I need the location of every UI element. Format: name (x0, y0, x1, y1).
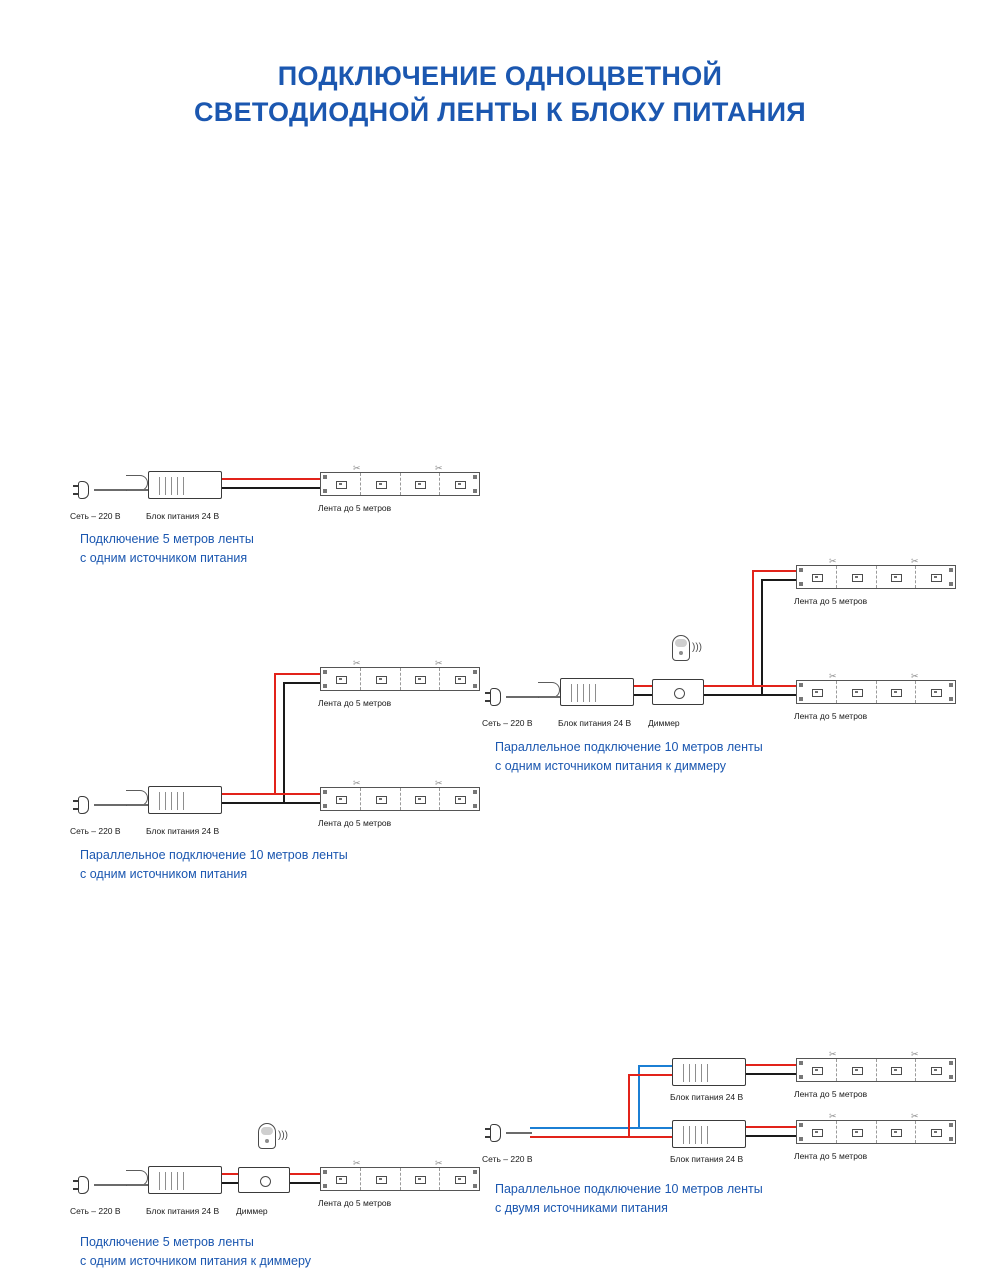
mains-wire (506, 696, 540, 698)
signal-waves-icon: ))) (692, 642, 702, 653)
caption-line2: с двумя источниками питания (495, 1200, 668, 1215)
label-mains: Сеть – 220 В (70, 511, 121, 521)
power-supply-unit (148, 1166, 222, 1194)
led-strip: ✂ ✂ (320, 1167, 480, 1191)
power-supply-unit (672, 1058, 746, 1086)
led-strip: ✂ ✂ (796, 1058, 956, 1082)
signal-waves-icon: ))) (278, 1130, 288, 1141)
caption-line2: с одним источником питания (80, 866, 248, 881)
wire-positive-main (222, 793, 274, 795)
label-led-strip: Лента до 5 метров (794, 1089, 868, 1099)
label-power-supply: Блок питания 24 В (558, 718, 632, 728)
label-power-supply: Блок питания 24 В (670, 1092, 744, 1102)
wire-negative-riser (283, 682, 285, 803)
caption-line1: Параллельное подключение 10 метров ленты (80, 848, 348, 862)
label-power-supply: Блок питания 24 В (146, 826, 220, 836)
wire-negative-lower (283, 802, 324, 804)
diagram-1-caption (80, 530, 254, 568)
power-supply-unit (672, 1120, 746, 1148)
label-led-strip: Лента до 5 метров (794, 596, 868, 606)
mains-plug-icon (490, 1124, 506, 1142)
mains-branch-blue-upper (638, 1065, 676, 1067)
wire-negative (634, 694, 654, 696)
label-mains: Сеть – 220 В (482, 718, 533, 728)
mains-plug-icon (78, 1176, 94, 1194)
mains-branch-red-lower (628, 1136, 676, 1138)
wire-negative-lower (761, 694, 800, 696)
diagram-2-caption (80, 846, 348, 884)
caption-line1: Подключение 5 метров ленты (80, 532, 254, 546)
led-strip: ✂ ✂ (796, 1120, 956, 1144)
caption-line1: Подключение 5 метров ленты (80, 1235, 254, 1249)
label-mains: Сеть – 220 В (70, 826, 121, 836)
page-title-line2: СВЕТОДИОДНОЙ ЛЕНТЫ К БЛОКУ ПИТАНИЯ (193, 97, 806, 128)
wire-negative-lower (746, 1135, 802, 1137)
label-led-strip: Лента до 5 метров (794, 711, 868, 721)
wire-positive-upper (746, 1064, 802, 1066)
led-strip: ✂ ✂ (320, 472, 480, 496)
wire-positive-lower (274, 793, 324, 795)
mains-riser-red (628, 1074, 630, 1138)
caption-line2: с одним источником питания к диммеру (495, 758, 726, 773)
mains-wire-return (127, 1184, 148, 1186)
page-title (0, 58, 1000, 131)
diagram-3-caption (80, 1233, 311, 1271)
power-supply-unit (148, 786, 222, 814)
diagram-4-caption (495, 738, 763, 776)
mains-wire (94, 804, 128, 806)
mains-wire-blue (530, 1127, 640, 1129)
page-title-line1: ПОДКЛЮЧЕНИЕ ОДНОЦВЕТНОЙ (277, 61, 723, 91)
mains-wire-return (127, 804, 148, 806)
wire-negative-main (222, 802, 283, 804)
mains-plug-icon (490, 688, 506, 706)
label-power-supply: Блок питания 24 В (670, 1154, 744, 1164)
diagram-4 (482, 310, 930, 773)
label-power-supply: Блок питания 24 В (146, 511, 220, 521)
wire-negative-main (704, 694, 761, 696)
diagram-5-caption (495, 1180, 763, 1218)
label-led-strip: Лента до 5 метров (794, 1151, 868, 1161)
label-dimmer: Диммер (648, 718, 680, 728)
caption-line2: с одним источником питания (80, 550, 248, 565)
label-led-strip: Лента до 5 метров (318, 503, 392, 513)
label-led-strip: Лента до 5 метров (318, 1198, 392, 1208)
led-strip: ✂ ✂ (320, 787, 480, 811)
dimmer-unit (238, 1167, 290, 1193)
mains-wire-return (539, 696, 560, 698)
label-dimmer: Диммер (236, 1206, 268, 1216)
wire-negative-upper (746, 1073, 802, 1075)
diagram-1 (70, 235, 490, 565)
mains-wire (506, 1132, 532, 1134)
mains-plug-icon (78, 796, 94, 814)
label-power-supply: Блок питания 24 В (146, 1206, 220, 1216)
led-strip: ✂ ✂ (796, 565, 956, 589)
led-strip: ✂ ✂ (796, 680, 956, 704)
caption-line2: с одним источником питания к диммеру (80, 1253, 311, 1268)
remote-control-icon (258, 1123, 276, 1149)
label-mains: Сеть – 220 В (70, 1206, 121, 1216)
mains-wire-red (530, 1136, 630, 1138)
wire-negative-out (290, 1182, 324, 1184)
mains-branch-red-upper (628, 1074, 676, 1076)
mains-branch-blue-lower (638, 1127, 676, 1129)
label-led-strip: Лента до 5 метров (318, 818, 392, 828)
wire-positive-out (290, 1173, 324, 1175)
caption-line1: Параллельное подключение 10 метров ленты (495, 1182, 763, 1196)
wire-positive-lower (746, 1126, 802, 1128)
mains-wire (94, 1184, 128, 1186)
label-mains: Сеть – 220 В (482, 1154, 533, 1164)
led-strip: ✂ ✂ (320, 667, 480, 691)
caption-line1: Параллельное подключение 10 метров ленты (495, 740, 763, 754)
dimmer-knob-icon (260, 1176, 271, 1187)
label-led-strip: Лента до 5 метров (318, 698, 392, 708)
